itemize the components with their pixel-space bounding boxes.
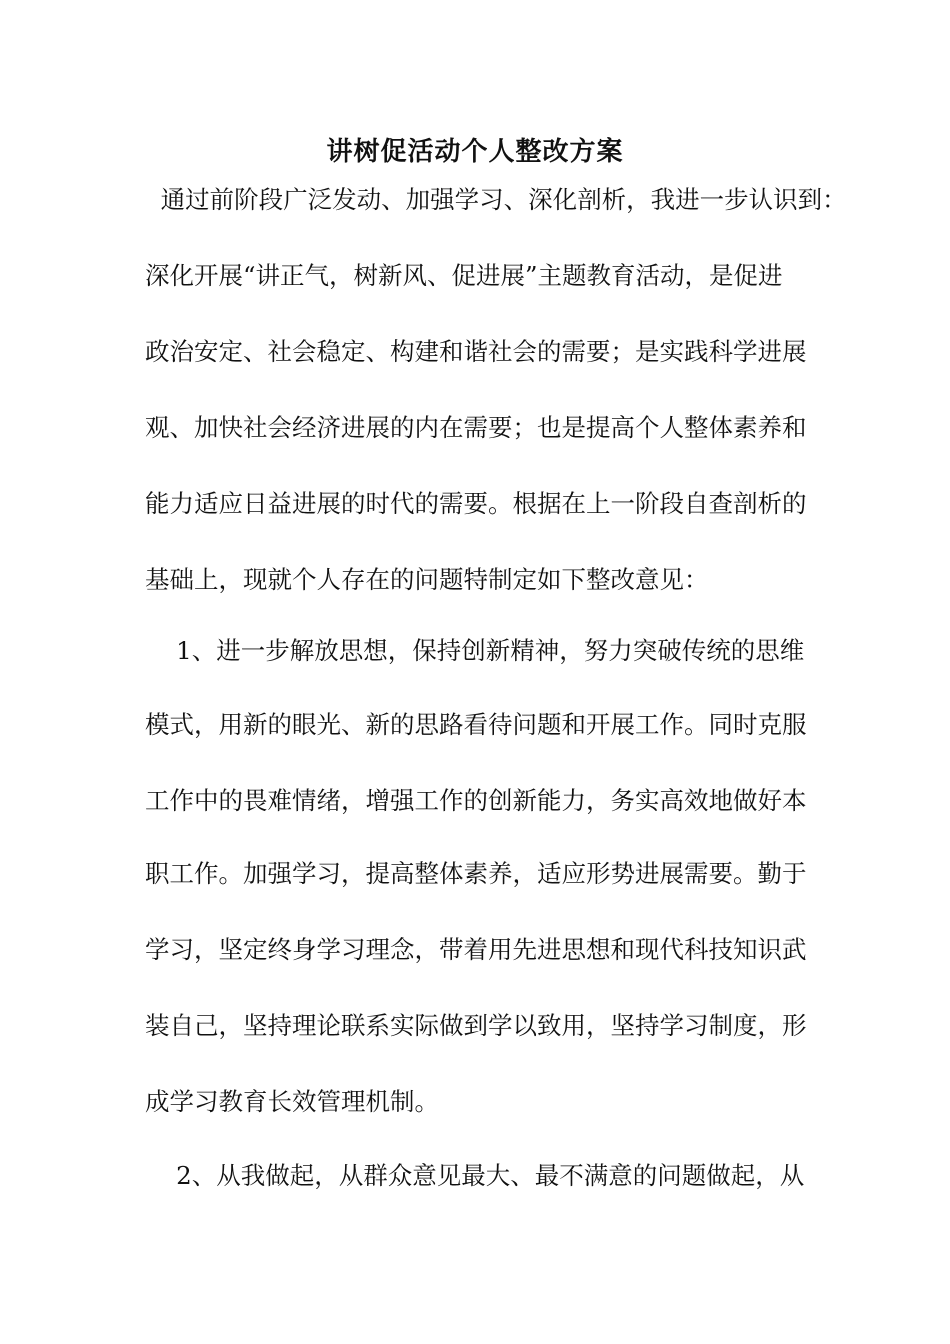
text-line: 深化开展“讲正气，树新风、促进展”主题教育活动，是促进 <box>145 261 783 290</box>
text-line: 观、加快社会经济进展的内在需要；也是提高个人整体素养和 <box>145 413 807 442</box>
text-line: 通过前阶段广泛发动、加强学习、深化剖析，我进一步认识到： <box>145 185 847 214</box>
text-line: 2、从我做起，从群众意见最大、最不满意的问题做起，从 <box>145 1161 805 1190</box>
text-line: 1、进一步解放思想，保持创新精神，努力突破传统的思维 <box>145 636 805 665</box>
document-title: 讲树促活动个人整改方案 <box>326 137 624 167</box>
text-line: 工作中的畏难情绪，增强工作的创新能力，务实高效地做好本 <box>145 786 807 815</box>
text-line: 职工作。加强学习，提高整体素养，适应形势进展需要。勤于 <box>145 859 807 888</box>
text-line: 基础上，现就个人存在的问题特制定如下整改意见： <box>145 565 709 594</box>
text-line: 能力适应日益进展的时代的需要。根据在上一阶段自查剖析的 <box>145 489 807 518</box>
text-line: 学习，坚定终身学习理念，带着用先进思想和现代科技知识武 <box>145 935 807 964</box>
text-line: 政治安定、社会稳定、构建和谐社会的需要；是实践科学进展 <box>145 337 807 366</box>
text-line: 装自己，坚持理论联系实际做到学以致用，坚持学习制度，形 <box>145 1011 807 1040</box>
text-line: 成学习教育长效管理机制。 <box>145 1087 439 1116</box>
text-line: 模式，用新的眼光、新的思路看待问题和开展工作。同时克服 <box>145 710 807 739</box>
